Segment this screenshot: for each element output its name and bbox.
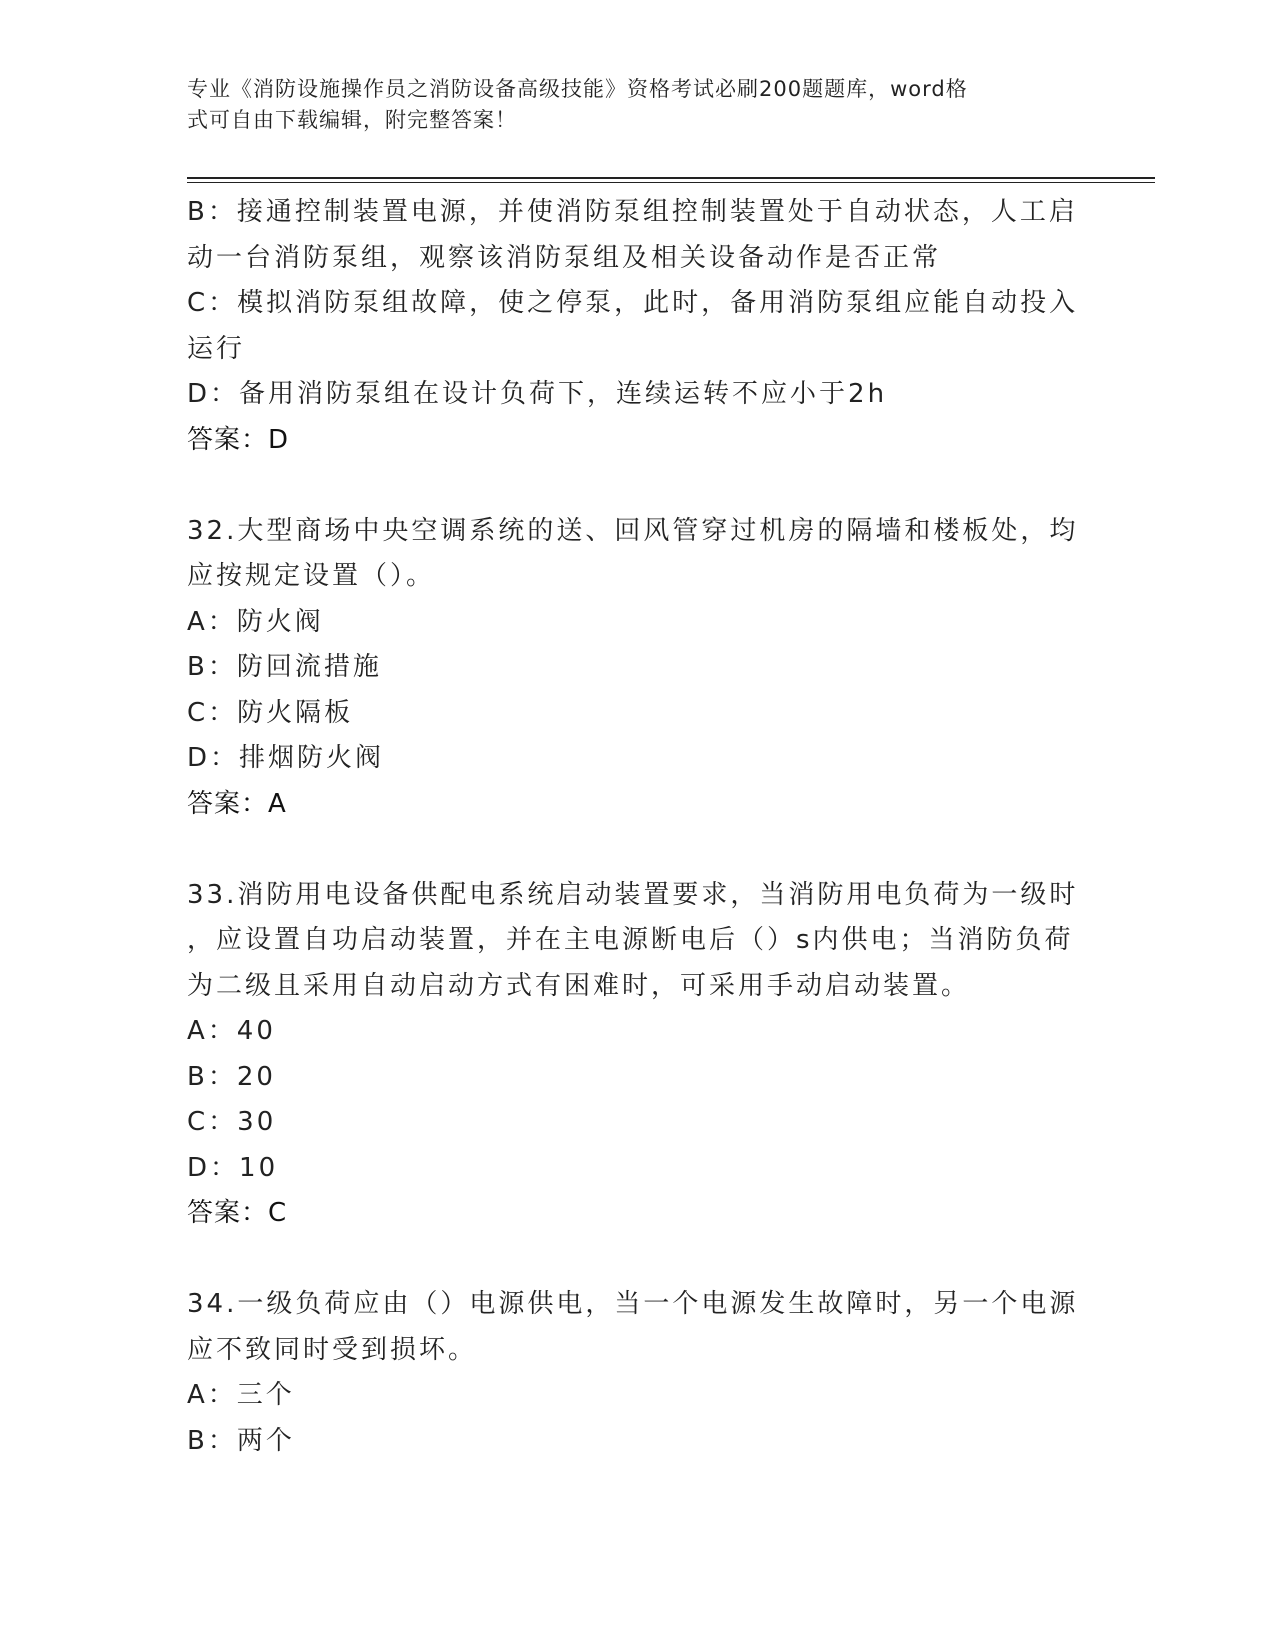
header-rule-thin: [187, 182, 1155, 183]
option-b: B：两个: [187, 1425, 295, 1456]
option-a: A：防火阀: [187, 606, 324, 637]
answer: 答案：D: [187, 424, 290, 455]
question-stem-line-2: ，应设置自功启动装置，并在主电源断电后（）s内供电；当消防负荷: [187, 925, 1074, 955]
previous-question: [187, 190, 1087, 463]
option-b-line-2: 动一台消防泵组，观察该消防泵组及相关设备动作是否正常: [187, 242, 942, 273]
question-stem-line-1: 32.大型商场中央空调系统的送、回风管穿过机房的隔墙和楼板处，均: [187, 515, 1079, 546]
question-34: [187, 1282, 1087, 1464]
option-b: B：20: [187, 1061, 276, 1092]
spacer: [187, 827, 1087, 873]
option-d: D：排烟防火阀: [187, 743, 385, 773]
answer: 答案：A: [187, 788, 287, 819]
option-c: C：防火隔板: [187, 697, 354, 728]
question-stem-line-2: 应按规定设置（）。: [187, 561, 436, 591]
question-stem-line-3: 为二级且采用自动启动方式有困难时，可采用手动启动装置。: [187, 970, 971, 1001]
header-title-line-1: 专业《消防设施操作员之消防设备高级技能》资格考试必刷200题题库，word格: [187, 77, 968, 101]
question-33: [187, 873, 1087, 1237]
option-c-line-1: C：模拟消防泵组故障，使之停泵，此时，备用消防泵组应能自动投入: [187, 288, 1079, 318]
question-stem-line-2: 应不致同时受到损坏。: [187, 1334, 478, 1365]
option-d: D：备用消防泵组在设计负荷下，连续运转不应小于2h: [187, 379, 888, 409]
option-a: A：三个: [187, 1380, 295, 1410]
spacer: [187, 463, 1087, 509]
spacer: [187, 1237, 1087, 1283]
option-b: B：防回流措施: [187, 652, 382, 682]
question-stem-line-1: 33.消防用电设备供配电系统启动装置要求，当消防用电负荷为一级时: [187, 879, 1079, 910]
answer: 答案：C: [187, 1198, 288, 1228]
option-b-line-1: B：接通控制装置电源，并使消防泵组控制装置处于自动状态，人工启: [187, 197, 1078, 227]
document-header: [187, 74, 1067, 136]
question-list: [187, 190, 1087, 1464]
header-title-line-2: 式可自由下载编辑，附完整答案！: [187, 108, 517, 132]
question-stem-line-1: 34.一级负荷应由（）电源供电，当一个电源发生故障时，另一个电源: [187, 1289, 1079, 1319]
option-d: D：10: [187, 1152, 279, 1183]
option-c: C：30: [187, 1107, 277, 1137]
option-c-line-2: 运行: [187, 333, 246, 364]
header-rule-thick: [187, 177, 1155, 179]
question-32: [187, 509, 1087, 828]
option-a: A：40: [187, 1016, 276, 1046]
